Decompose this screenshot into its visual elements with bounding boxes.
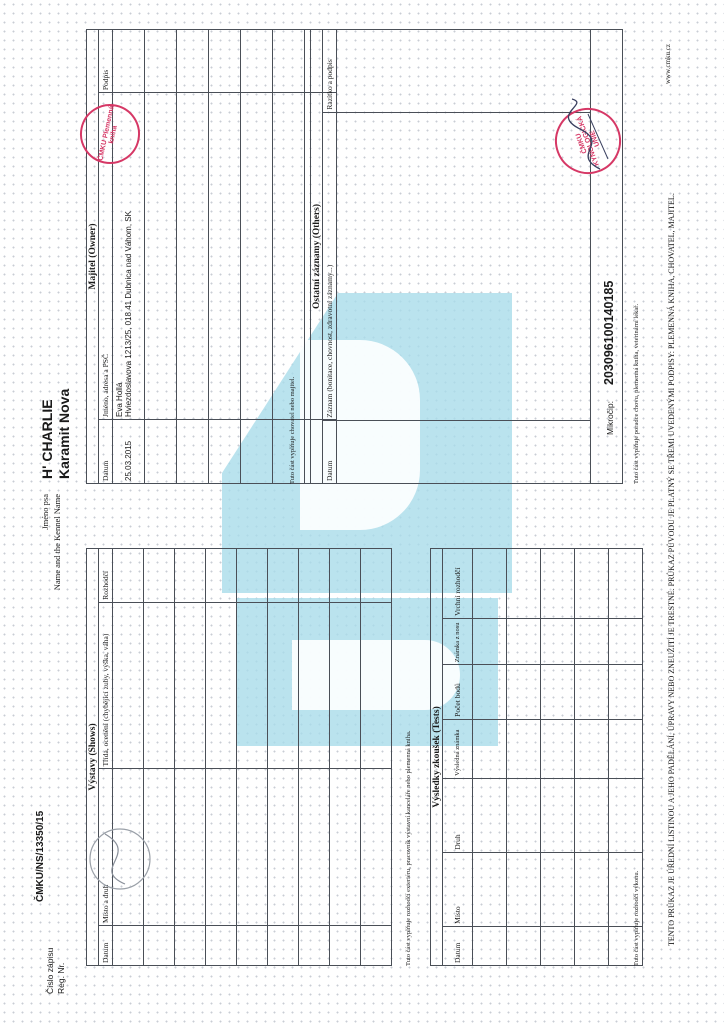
shows-row	[361, 549, 392, 966]
shows-row	[206, 549, 237, 966]
owner-table	[86, 29, 337, 484]
name-label-en: Name and the Kennel Name	[52, 494, 62, 591]
owner-date: 25.03.2015	[113, 419, 145, 483]
footer-note: Tuto část vyplňuje poradce chovu, plemenná kniha, veterinární lékař.	[633, 303, 640, 484]
microchip-label: Mikročip:	[605, 400, 615, 435]
reg-number: ČMKU/NS/13350/15	[35, 810, 46, 902]
shows-caption: Výstavy (Shows)	[87, 549, 99, 966]
owner-row	[145, 30, 177, 484]
shows-row	[299, 549, 330, 966]
tests-table	[430, 548, 643, 966]
website: www.cmku.cz	[664, 44, 672, 84]
microchip-value: 203096100140185	[602, 280, 616, 385]
owner-stamp-text: ČMKU KYNOLOGICKÁ UNIE	[574, 115, 601, 167]
owner-row	[241, 30, 273, 484]
owner-note: Tuto část vyplňuje chovatel nebo majitel.	[289, 376, 296, 484]
name-label-cs: Jméno psa	[40, 494, 50, 530]
others-body	[337, 30, 591, 484]
owner-row	[209, 30, 241, 484]
shows-row	[237, 549, 268, 966]
owner-header-date: Datum	[99, 419, 113, 483]
tests-header-place: Místo	[443, 852, 473, 926]
owner-header-signature: Podpis	[99, 30, 113, 93]
reg-label-en: Reg. Nr.	[56, 962, 66, 994]
others-header-record: Záznam (bonitace, chovnost, zdravotní záznamy...)	[323, 112, 337, 420]
tests-header-points: Počet bodů	[443, 665, 473, 720]
shows-row	[175, 549, 206, 966]
breeder-signature-stamp	[80, 814, 160, 904]
others-caption: Ostatní záznamy (Others)	[311, 30, 323, 484]
tests-row	[575, 549, 609, 966]
shows-header-class: Třída, ocenění (chybějící zuby, výška, váha)	[99, 602, 113, 769]
shows-header-date: Datum	[99, 925, 113, 965]
tests-note: Tuto část vyplňuje rozhodčí výkonu.	[633, 870, 640, 966]
reg-label-cs: Číslo zápisu	[45, 947, 55, 994]
breed-book-stamp-text: ČMKU Plemenná kniha	[97, 105, 119, 162]
shows-row	[268, 549, 299, 966]
tests-row	[507, 549, 541, 966]
tests-caption: Výsledky zkoušek (Tests)	[431, 549, 443, 966]
tests-header-chief-judge: Vrchní rozhodčí	[443, 549, 473, 619]
shows-note: Tuto část vyplňuje rozhodčí exteriéru, pracovník výstavní kanceláře nebo plemenná kniha.	[405, 730, 412, 966]
kennel-name: Karamit Nova	[56, 388, 72, 479]
shows-header-judge: Rozhodčí	[99, 549, 113, 603]
owner-row	[177, 30, 209, 484]
others-header-date: Datum	[323, 420, 337, 483]
owner-caption: Majitel (Owner)	[87, 30, 99, 484]
tests-header-type: Druh	[443, 778, 473, 852]
shows-row	[330, 549, 361, 966]
owner-signature	[560, 94, 620, 174]
shows-header-place: Místo a druh	[99, 769, 113, 926]
tests-header-date: Datum	[443, 926, 473, 965]
tests-row	[473, 549, 507, 966]
tests-row	[541, 549, 575, 966]
owner-header-name: Jméno, adresa a PSČ	[99, 93, 113, 420]
tests-header-grade: Výsledná známka	[443, 719, 473, 778]
owner-row	[113, 30, 145, 484]
owner-name: Eva Hollá	[115, 382, 124, 417]
dog-name: H' CHARLIE	[39, 399, 55, 479]
owner-address: Hviezdoslavova 1213/25, 018 41 Dubnica nad Váhom, SK	[124, 211, 134, 417]
legal-text: TENTO PRŮKAZ JE ÚŘEDNÍ LISTINOU A JEHO PADĚLÁNÍ, ÚPRAVY NEBO ZNEUŽITÍ JE TRESTNÉ. PRŮKAZ PŮVODU JE PLATNÝ SE TŘEMI UVEDENÝMI PODPISY: PLEMENNÁ KNIHA, CHOVATEL, MAJITEL.	[667, 193, 676, 946]
others-header-stamp: Razítko a podpis	[323, 30, 337, 113]
tests-header-nose: Známka z nosu	[443, 618, 473, 664]
